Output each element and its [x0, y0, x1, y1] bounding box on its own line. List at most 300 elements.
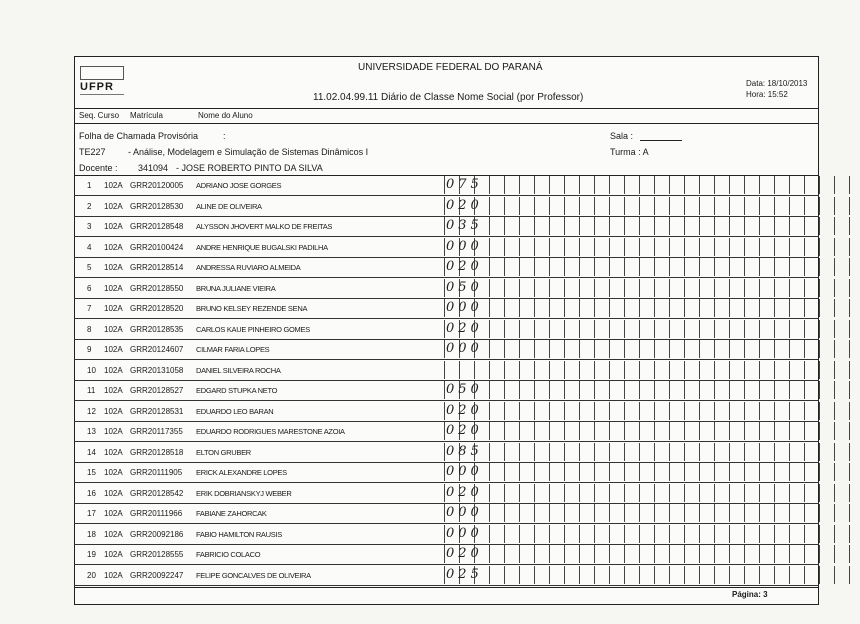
attendance-cell — [699, 258, 714, 276]
student-matricula: GRR20092186 — [130, 529, 184, 539]
attendance-cell — [819, 463, 834, 481]
attendance-cell — [819, 299, 834, 317]
ufpr-logo — [80, 66, 124, 96]
attendance-grid — [444, 197, 860, 216]
student-name: BRUNA JULIANE VIEIRA — [196, 283, 276, 293]
student-seq: 16 — [87, 488, 96, 498]
attendance-cell — [804, 176, 819, 194]
attendance-cell — [834, 197, 849, 215]
attendance-cell — [564, 361, 579, 379]
attendance-cell — [834, 217, 849, 235]
attendance-cell — [504, 566, 519, 584]
attendance-cell — [549, 340, 564, 358]
attendance-cell — [489, 525, 504, 543]
attendance-cell — [489, 381, 504, 399]
attendance-cell — [489, 258, 504, 276]
attendance-cell — [579, 525, 594, 543]
attendance-cell — [534, 463, 549, 481]
attendance-cell — [819, 402, 834, 420]
attendance-cell — [594, 484, 609, 502]
student-name: CILMAR FARIA LOPES — [196, 345, 270, 354]
attendance-cell — [849, 525, 860, 543]
student-course: 102A — [104, 427, 123, 436]
attendance-cell — [579, 361, 594, 379]
attendance-cell — [684, 238, 699, 256]
attendance-cell — [624, 545, 639, 563]
attendance-cell — [759, 484, 774, 502]
attendance-cell — [729, 566, 744, 584]
attendance-cell — [654, 197, 669, 215]
attendance-cell — [699, 484, 714, 502]
attendance-cell — [504, 402, 519, 420]
attendance-cell — [519, 402, 534, 420]
attendance-cell — [579, 279, 594, 297]
attendance-cell — [639, 463, 654, 481]
attendance-cell — [819, 340, 834, 358]
attendance-cell — [684, 566, 699, 584]
attendance-cell — [744, 279, 759, 297]
attendance-cell — [729, 217, 744, 235]
attendance-grid — [444, 361, 860, 380]
attendance-cell — [849, 258, 860, 276]
attendance-cell — [729, 545, 744, 563]
attendance-cell — [654, 545, 669, 563]
student-course: 102A — [104, 365, 123, 375]
attendance-cell — [774, 545, 789, 563]
attendance-cell — [489, 545, 504, 563]
student-matricula: GRR20131058 — [130, 365, 184, 375]
attendance-cell — [624, 463, 639, 481]
attendance-cell — [594, 381, 609, 399]
attendance-cell — [804, 463, 819, 481]
attendance-cell — [579, 238, 594, 256]
attendance-cell — [759, 525, 774, 543]
attendance-cell — [849, 381, 860, 399]
attendance-cell — [594, 176, 609, 194]
attendance-cell — [744, 299, 759, 317]
attendance-cell — [684, 320, 699, 338]
attendance-cell — [654, 320, 669, 338]
attendance-cell — [489, 340, 504, 358]
student-name: EDUARDO LEO BARAN — [196, 406, 274, 416]
header-divider — [74, 108, 819, 109]
student-seq: 9 — [87, 345, 92, 354]
attendance-cell — [789, 279, 804, 297]
attendance-cell — [534, 217, 549, 235]
attendance-cell — [849, 402, 860, 420]
attendance-cell — [564, 422, 579, 440]
sala-label: Sala : — [610, 131, 634, 141]
attendance-cell — [609, 279, 624, 297]
attendance-cell — [654, 504, 669, 522]
attendance-cell — [549, 463, 564, 481]
student-seq: 4 — [87, 242, 92, 252]
attendance-cell — [849, 443, 860, 461]
attendance-cell — [789, 525, 804, 543]
attendance-cell — [744, 504, 759, 522]
attendance-cell — [699, 299, 714, 317]
attendance-grid — [444, 299, 860, 318]
attendance-cell — [504, 545, 519, 563]
attendance-cell — [774, 402, 789, 420]
attendance-cell — [549, 422, 564, 440]
student-row — [74, 361, 819, 381]
attendance-cell — [609, 217, 624, 235]
student-matricula: GRR20111905 — [130, 468, 183, 477]
footer-divider — [74, 587, 819, 588]
attendance-cell — [504, 504, 519, 522]
attendance-cell — [639, 443, 654, 461]
attendance-cell — [789, 443, 804, 461]
attendance-cell — [669, 402, 684, 420]
attendance-cell — [714, 402, 729, 420]
attendance-cell — [504, 176, 519, 194]
attendance-cell — [564, 545, 579, 563]
attendance-cell — [699, 279, 714, 297]
attendance-cell — [669, 238, 684, 256]
attendance-cell — [819, 361, 834, 379]
docente-label: Docente : — [79, 163, 118, 173]
attendance-cell — [654, 463, 669, 481]
attendance-cell — [819, 238, 834, 256]
attendance-cell — [744, 525, 759, 543]
attendance-cell — [849, 504, 860, 522]
attendance-cell — [519, 545, 534, 563]
attendance-cell — [549, 402, 564, 420]
student-matricula: GRR20128518 — [130, 447, 184, 457]
attendance-cell — [549, 566, 564, 584]
attendance-cell — [534, 545, 549, 563]
attendance-cell — [834, 381, 849, 399]
sala-blank-line — [640, 140, 682, 141]
attendance-cell — [624, 197, 639, 215]
student-row — [74, 525, 819, 545]
attendance-cell — [489, 361, 504, 379]
student-name: FABIANE ZAHORCAK — [196, 509, 267, 518]
attendance-cell — [744, 217, 759, 235]
student-course: 102A — [104, 283, 123, 293]
turma-label: Turma : A — [610, 147, 649, 157]
attendance-grid — [444, 279, 860, 298]
attendance-cell — [819, 484, 834, 502]
student-matricula: GRR20128542 — [130, 488, 184, 498]
folha-label: Folha de Chamada Provisória — [79, 131, 199, 141]
attendance-cell — [609, 504, 624, 522]
attendance-cell — [624, 258, 639, 276]
attendance-cell — [729, 402, 744, 420]
attendance-cell — [714, 525, 729, 543]
attendance-cell — [744, 238, 759, 256]
attendance-cell — [789, 258, 804, 276]
attendance-cell — [759, 381, 774, 399]
attendance-cell — [519, 176, 534, 194]
attendance-cell — [759, 217, 774, 235]
attendance-cell — [834, 566, 849, 584]
attendance-cell — [729, 320, 744, 338]
attendance-cell — [579, 381, 594, 399]
attendance-cell — [519, 217, 534, 235]
attendance-cell — [594, 361, 609, 379]
attendance-cell — [594, 320, 609, 338]
student-matricula: GRR20100424 — [130, 242, 184, 252]
attendance-cell — [699, 402, 714, 420]
handwritten-mark: 000 — [446, 238, 483, 254]
attendance-cell — [744, 484, 759, 502]
col-matricula: Matrícula — [130, 111, 163, 120]
attendance-cell — [534, 176, 549, 194]
attendance-cell — [729, 238, 744, 256]
attendance-cell — [489, 504, 504, 522]
attendance-cell — [594, 443, 609, 461]
attendance-cell — [564, 279, 579, 297]
columns-divider — [74, 123, 819, 124]
attendance-cell — [504, 381, 519, 399]
attendance-cell — [549, 320, 564, 338]
attendance-cell — [624, 484, 639, 502]
attendance-cell — [804, 279, 819, 297]
docente-id: 341094 — [138, 163, 169, 173]
logo-underline — [80, 94, 124, 95]
attendance-cell — [594, 545, 609, 563]
attendance-cell — [699, 463, 714, 481]
attendance-cell — [579, 176, 594, 194]
attendance-cell — [684, 422, 699, 440]
attendance-cell — [789, 238, 804, 256]
attendance-cell — [699, 566, 714, 584]
attendance-cell — [564, 258, 579, 276]
student-name: CARLOS KAUE PINHEIRO GOMES — [196, 324, 310, 334]
student-row — [74, 197, 819, 217]
attendance-cell — [639, 299, 654, 317]
attendance-cell — [714, 299, 729, 317]
attendance-cell — [744, 176, 759, 194]
attendance-cell — [804, 443, 819, 461]
student-matricula: GRR20128535 — [130, 324, 184, 334]
attendance-cell — [774, 197, 789, 215]
attendance-cell — [579, 340, 594, 358]
attendance-cell — [819, 176, 834, 194]
attendance-cell — [699, 217, 714, 235]
attendance-cell — [579, 197, 594, 215]
attendance-grid — [444, 463, 860, 482]
student-name: ERICK ALEXANDRE LOPES — [196, 468, 287, 477]
student-seq: 18 — [87, 529, 96, 539]
attendance-cell — [684, 258, 699, 276]
attendance-cell — [714, 279, 729, 297]
attendance-cell — [789, 299, 804, 317]
attendance-cell — [669, 361, 684, 379]
student-course: 102A — [104, 550, 123, 559]
attendance-cell — [519, 361, 534, 379]
student-name: ANDRE HENRIQUE BUGALSKI PADILHA — [196, 242, 328, 252]
handwritten-mark: 050 — [446, 279, 483, 295]
attendance-cell — [834, 238, 849, 256]
attendance-cell — [609, 299, 624, 317]
attendance-cell — [684, 340, 699, 358]
attendance-cell — [789, 381, 804, 399]
handwritten-mark: 000 — [446, 525, 483, 541]
attendance-cell — [489, 279, 504, 297]
attendance-cell — [654, 402, 669, 420]
attendance-cell — [504, 258, 519, 276]
attendance-cell — [744, 463, 759, 481]
attendance-cell — [744, 258, 759, 276]
report-time: Hora: 15:52 — [746, 90, 788, 99]
attendance-cell — [669, 504, 684, 522]
attendance-cell — [729, 258, 744, 276]
attendance-cell — [744, 443, 759, 461]
attendance-cell — [714, 484, 729, 502]
attendance-cell — [789, 217, 804, 235]
student-matricula: GRR20111966 — [130, 509, 183, 518]
attendance-cell — [789, 176, 804, 194]
attendance-cell — [774, 299, 789, 317]
attendance-cell — [729, 525, 744, 543]
attendance-cell — [534, 258, 549, 276]
attendance-cell — [654, 299, 669, 317]
student-row — [74, 402, 819, 422]
student-course: 102A — [104, 386, 123, 395]
attendance-cell — [729, 463, 744, 481]
handwritten-mark: 000 — [446, 341, 483, 356]
attendance-cell — [639, 566, 654, 584]
attendance-cell — [789, 545, 804, 563]
attendance-cell — [504, 443, 519, 461]
attendance-cell — [504, 361, 519, 379]
attendance-cell — [534, 566, 549, 584]
attendance-cell — [639, 361, 654, 379]
student-seq: 6 — [87, 283, 92, 293]
attendance-grid — [444, 402, 860, 421]
attendance-cell — [774, 258, 789, 276]
attendance-cell — [579, 299, 594, 317]
attendance-cell — [564, 197, 579, 215]
attendance-cell — [609, 484, 624, 502]
attendance-cell — [669, 340, 684, 358]
attendance-cell — [804, 525, 819, 543]
attendance-cell — [654, 279, 669, 297]
attendance-cell — [519, 238, 534, 256]
attendance-cell — [669, 217, 684, 235]
attendance-cell — [669, 566, 684, 584]
attendance-cell — [504, 279, 519, 297]
student-seq: 7 — [87, 304, 92, 313]
attendance-cell — [729, 279, 744, 297]
attendance-cell — [534, 197, 549, 215]
attendance-cell — [804, 299, 819, 317]
attendance-cell — [714, 566, 729, 584]
attendance-cell — [564, 299, 579, 317]
attendance-cell — [774, 361, 789, 379]
attendance-cell — [579, 320, 594, 338]
attendance-cell — [594, 566, 609, 584]
attendance-cell — [849, 361, 860, 379]
attendance-cell — [699, 176, 714, 194]
attendance-cell — [789, 361, 804, 379]
attendance-cell — [669, 279, 684, 297]
student-seq: 15 — [87, 468, 96, 477]
student-matricula: GRR20128548 — [130, 222, 184, 231]
attendance-grid — [444, 340, 860, 359]
attendance-cell — [714, 176, 729, 194]
student-course: 102A — [104, 304, 123, 313]
attendance-cell — [594, 525, 609, 543]
attendance-cell — [534, 525, 549, 543]
attendance-cell — [669, 258, 684, 276]
attendance-cell — [849, 238, 860, 256]
attendance-cell — [534, 504, 549, 522]
attendance-cell — [774, 381, 789, 399]
attendance-cell — [714, 443, 729, 461]
attendance-cell — [714, 504, 729, 522]
attendance-cell — [489, 299, 504, 317]
attendance-cell — [699, 381, 714, 399]
attendance-cell — [669, 525, 684, 543]
attendance-cell — [669, 320, 684, 338]
attendance-cell — [834, 258, 849, 276]
attendance-cell — [759, 566, 774, 584]
attendance-cell — [714, 197, 729, 215]
student-course: 102A — [104, 345, 123, 354]
attendance-cell — [444, 361, 459, 379]
attendance-cell — [624, 361, 639, 379]
attendance-cell — [699, 525, 714, 543]
attendance-cell — [684, 402, 699, 420]
attendance-cell — [579, 484, 594, 502]
student-matricula: GRR20128514 — [130, 263, 184, 272]
attendance-cell — [639, 197, 654, 215]
attendance-cell — [564, 217, 579, 235]
student-course: 102A — [104, 242, 123, 252]
attendance-cell — [624, 402, 639, 420]
attendance-cell — [609, 258, 624, 276]
attendance-cell — [639, 402, 654, 420]
attendance-cell — [849, 320, 860, 338]
student-row — [74, 504, 819, 524]
student-name: EDGARD STUPKA NETO — [196, 386, 278, 395]
attendance-cell — [699, 320, 714, 338]
attendance-cell — [774, 422, 789, 440]
student-row — [74, 279, 819, 299]
attendance-cell — [759, 402, 774, 420]
attendance-cell — [774, 217, 789, 235]
student-row — [74, 484, 819, 504]
student-seq: 17 — [87, 509, 96, 518]
attendance-cell — [669, 299, 684, 317]
attendance-cell — [834, 176, 849, 194]
attendance-cell — [654, 340, 669, 358]
student-name: DANIEL SILVEIRA ROCHA — [196, 365, 281, 375]
attendance-cell — [714, 320, 729, 338]
attendance-cell — [804, 381, 819, 399]
attendance-cell — [774, 566, 789, 584]
student-matricula: GRR20128531 — [130, 406, 184, 416]
attendance-cell — [729, 361, 744, 379]
attendance-cell — [519, 566, 534, 584]
attendance-cell — [579, 258, 594, 276]
attendance-cell — [594, 463, 609, 481]
attendance-cell — [834, 525, 849, 543]
student-name: ANDRESSA RUVIARO ALMEIDA — [196, 263, 301, 272]
student-matricula: GRR20124607 — [130, 345, 184, 354]
folha-colon: : — [223, 131, 226, 141]
student-row — [74, 299, 819, 319]
attendance-cell — [639, 484, 654, 502]
attendance-cell — [609, 340, 624, 358]
student-name: ADRIANO JOSE GORGES — [196, 181, 282, 190]
attendance-cell — [534, 279, 549, 297]
attendance-cell — [729, 299, 744, 317]
